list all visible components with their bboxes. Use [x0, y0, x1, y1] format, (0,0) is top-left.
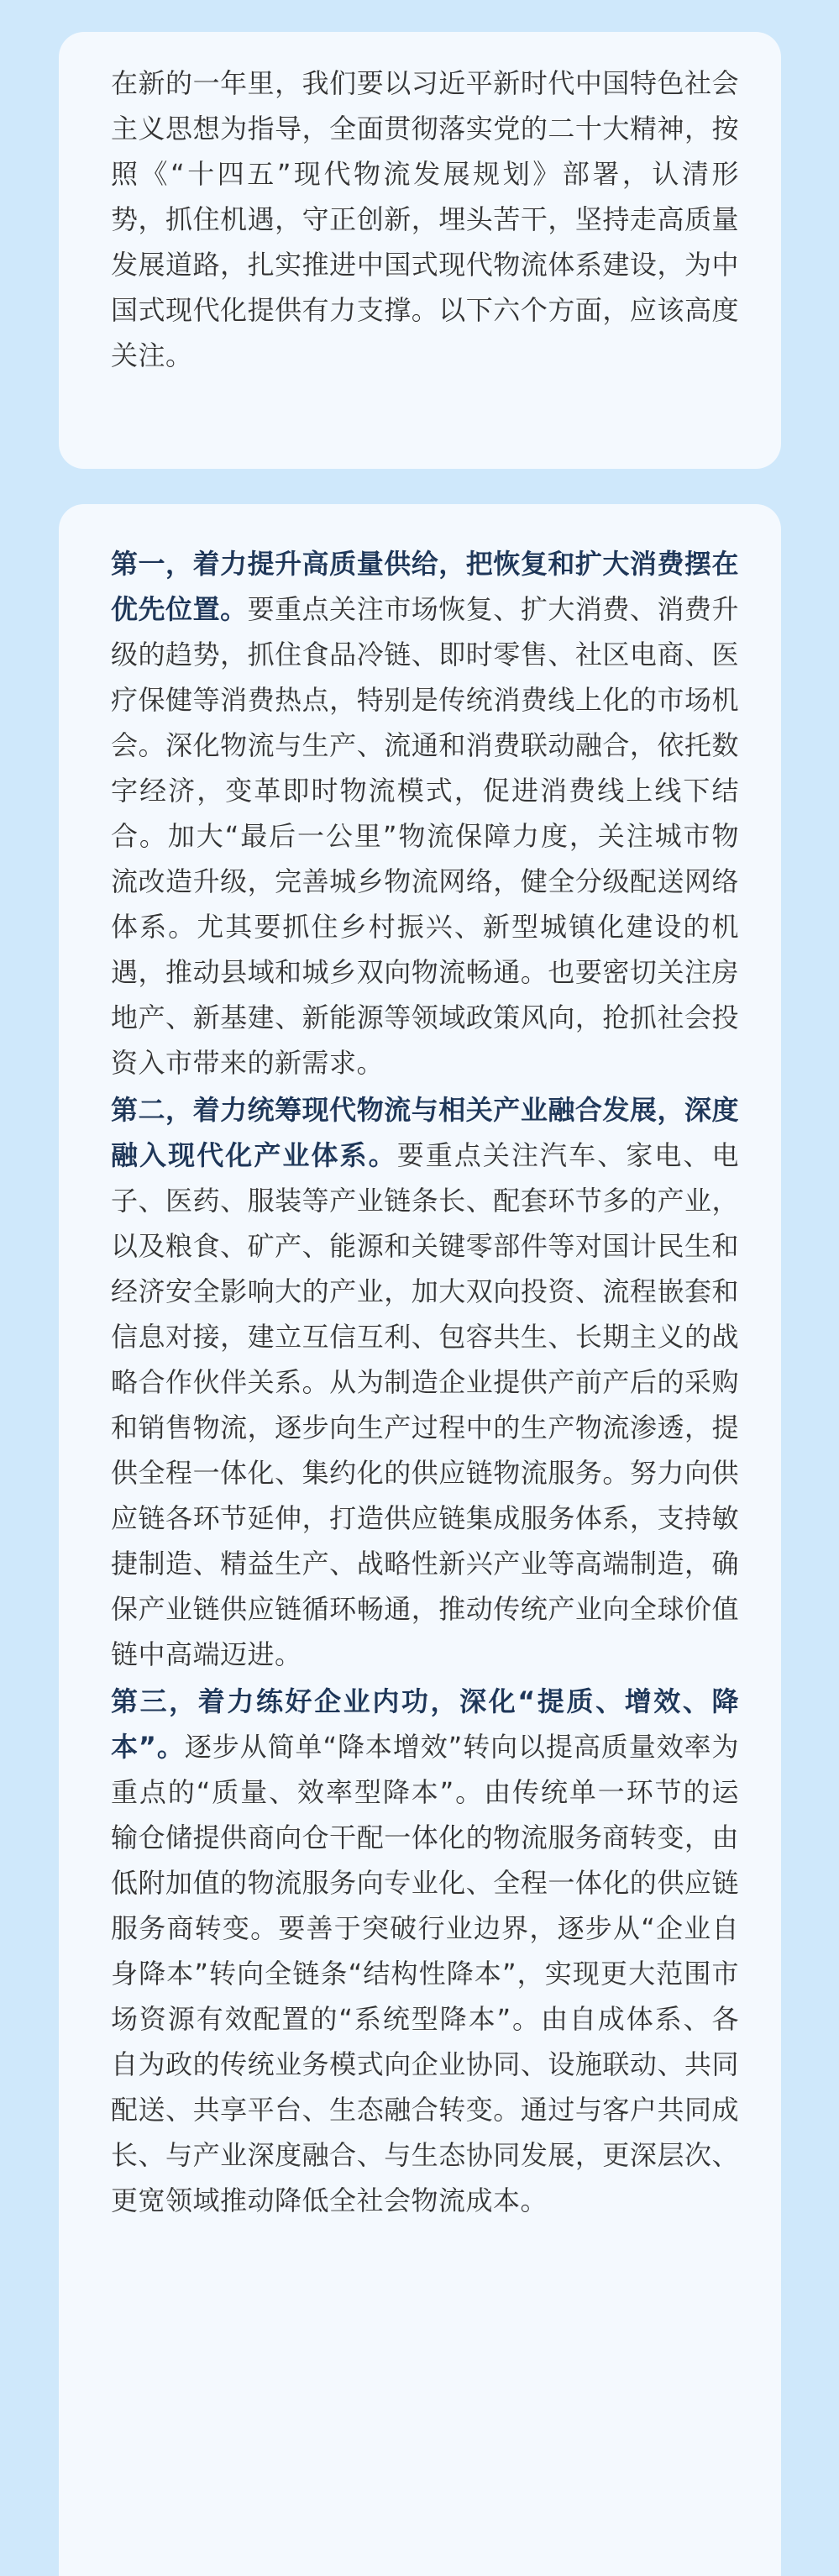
- intro-paragraph: 在新的一年里，我们要以习近平新时代中国特色社会主义思想为指导，全面贯彻落实党的二十大精神，按照《“十四五”现代物流发展规划》部署，认清形势，抓住机遇，守正创新，埋头苦干，坚持走高质量发展道路，扎实推进中国式现代物流体系建设，为中国式现代化提供有力支撑。以下六个方面，应该高度关注。: [111, 67, 739, 371]
- section-body-1: 要重点关注市场恢复、扩大消费、消费升级的趋势，抓住食品冷链、即时零售、社区电商、医疗保健等消费热点，特别是传统消费线上化的市场机会。深化物流与生产、流通和消费联动融合，依托数字经济，变革即时物流模式，促进消费线上线下结合。加大“最后一公里”物流保障力度，关注城市物流改造升级，完善城乡物流网络，健全分级配送网络体系。尤其要抓住乡村振兴、新型城镇化建设的机遇，推动县域和城乡双向物流畅通。也要密切关注房地产、新基建、新能源等领域政策风向，抢抓社会投资入市带来的新需求。: [111, 593, 739, 1079]
- section-heading-2: 第二，着力统筹现代物流与相关产业融合发展，深度融入现代化产业体系。: [111, 1094, 739, 1171]
- section-paragraph-2: [111, 1087, 739, 1677]
- section-paragraph-3: [111, 1679, 739, 2223]
- section-paragraph-1: [111, 541, 739, 1086]
- section-heading-1: 第一，着力提升高质量供给，把恢复和扩大消费摆在优先位置。: [111, 548, 739, 625]
- section-body-2: 要重点关注汽车、家电、电子、医药、服装等产业链条长、配套环节多的产业，以及粮食、矿产、能源和关键零部件等对国计民生和经济安全影响大的产业，加大双向投资、流程嵌套和信息对接，建立互信互利、包容共生、长期主义的战略合作伙伴关系。从为制造企业提供产前产后的采购和销售物流，逐步向生产过程中的生产物流渗透，提供全程一体化、集约化的供应链物流服务。努力向供应链各环节延伸，打造供应链集成服务体系，支持敏捷制造、精益生产、战略性新兴产业等高端制造，确保产业链供应链循环畅通，推动传统产业向全球价值链中高端迈进。: [111, 1139, 739, 1670]
- section-heading-3: 第三，着力练好企业内功，深化“提质、增效、降本”。: [111, 1685, 739, 1763]
- intro-card: [59, 32, 781, 469]
- main-content-card: [59, 504, 781, 2576]
- section-body-3: 逐步从简单“降本增效”转向以提高质量效率为重点的“质量、效率型降本”。由传统单一环节的运输仓储提供商向仓干配一体化的物流服务商转变，由低附加值的物流服务向专业化、全程一体化的供应链服务商转变。要善于突破行业边界，逐步从“企业自身降本”转向全链条“结构性降本”，实现更大范围市场资源有效配置的“系统型降本”。由自成体系、各自为政的传统业务模式向企业协同、设施联动、共同配送、共享平台、生态融合转变。通过与客户共同成长、与产业深度融合、与生态协同发展，更深层次、更宽领域推动降低全社会物流成本。: [111, 1731, 739, 2216]
